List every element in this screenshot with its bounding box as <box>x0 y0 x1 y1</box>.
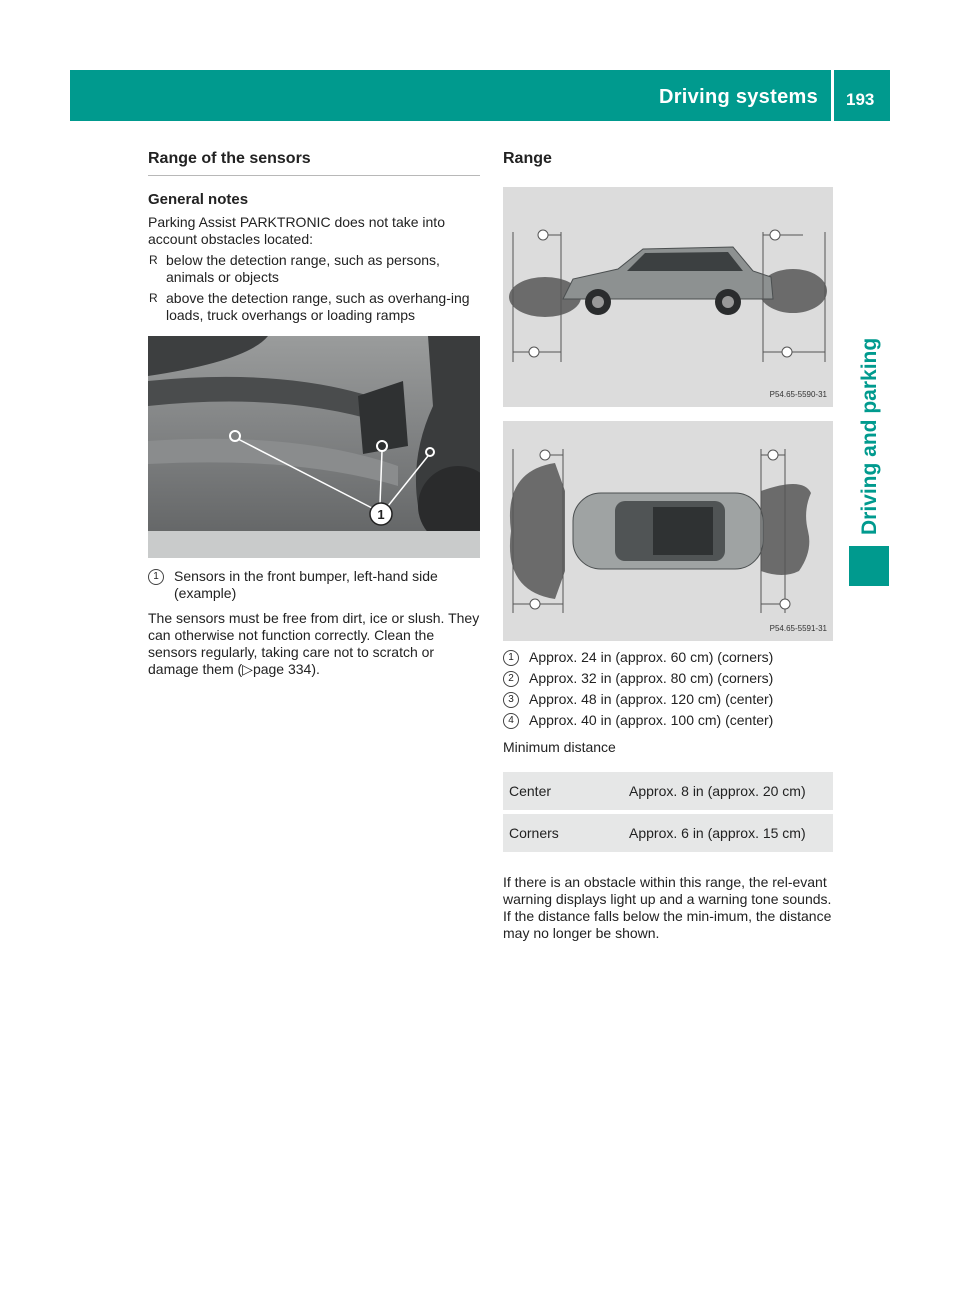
right-column <box>503 150 833 942</box>
bumper-sensors-photo <box>148 336 480 558</box>
bullet-icon: R <box>149 253 158 267</box>
table-row <box>503 772 833 810</box>
item-marker: 2 <box>503 671 519 687</box>
list-item <box>148 252 480 286</box>
side-view-illustration <box>503 187 833 407</box>
top-view-illustration <box>503 421 833 641</box>
chapter-title: Driving systems <box>658 86 818 108</box>
item-marker: 1 <box>503 650 519 666</box>
closing-paragraph: If there is an obstacle within this range, the rel-evant warning displays light up and a warning tone sounds. If the distance falls below the min-imum, the distance may no longer be shown. <box>503 874 832 941</box>
item-text: Approx. 40 in (approx. 100 cm) (center) <box>529 712 774 728</box>
list-item <box>503 670 833 687</box>
table-cell-zone: Center <box>503 772 623 810</box>
side-tab-marker <box>849 546 889 586</box>
body-paragraph <box>148 610 480 678</box>
list-item <box>503 712 833 729</box>
bullet-icon: R <box>149 291 158 305</box>
figure-caption <box>148 568 480 602</box>
page-number: 193 <box>846 90 875 109</box>
caption-text: Sensors in the front bumper, left-hand side (example) <box>174 568 438 601</box>
section-title: Range <box>503 150 552 167</box>
bumper-photo-illustration <box>148 336 480 558</box>
item-marker: 3 <box>503 692 519 708</box>
table-cell-value: Approx. 6 in (approx. 15 cm) <box>623 814 833 852</box>
list-item <box>148 290 480 324</box>
figure-code: P54.65-5590-31 <box>769 390 827 399</box>
side-view-diagram <box>503 187 833 407</box>
table-row <box>503 814 833 852</box>
figure-code: P54.65-5591-31 <box>769 624 827 633</box>
figure-callout: 1 <box>377 507 385 522</box>
list-item <box>503 691 833 708</box>
body-text: The sensors must be free from dirt, ice or slush. They can otherwise not function correctly. Clean the sensors regularly, taking care not to scratch or damage them ( <box>148 610 480 677</box>
item-text: Approx. 48 in (approx. 120 cm) (center) <box>529 691 774 707</box>
item-text: Approx. 24 in (approx. 60 cm) (corners) <box>529 649 774 665</box>
intro-paragraph: Parking Assist PARKTRONIC does not take into account obstacles located: <box>148 214 445 247</box>
page-ref-arrow-icon: ▷ <box>242 661 253 677</box>
side-tab-label: Driving and parking <box>858 337 881 535</box>
table-cell-value: Approx. 8 in (approx. 20 cm) <box>623 772 833 810</box>
subheading: General notes <box>148 191 249 208</box>
caption-marker: 1 <box>148 569 164 585</box>
list-item <box>503 649 833 666</box>
top-view-diagram <box>503 421 833 641</box>
page-reference-link[interactable]: page 334). <box>252 661 320 677</box>
item-text: Approx. 32 in (approx. 80 cm) (corners) <box>529 670 774 686</box>
min-distance-label: Minimum distance <box>503 739 616 755</box>
page-header <box>70 70 890 121</box>
range-list <box>503 649 833 729</box>
bullet-text: above the detection range, such as overhang-ing loads, truck overhangs or loading ramps <box>166 290 470 323</box>
table-cell-zone: Corners <box>503 814 623 852</box>
left-column <box>148 150 480 678</box>
min-distance-table <box>503 768 833 856</box>
bullet-text: below the detection range, such as persons, animals or objects <box>166 252 440 285</box>
section-title: Range of the sensors <box>148 150 480 176</box>
header-divider <box>831 70 834 121</box>
item-marker: 4 <box>503 713 519 729</box>
